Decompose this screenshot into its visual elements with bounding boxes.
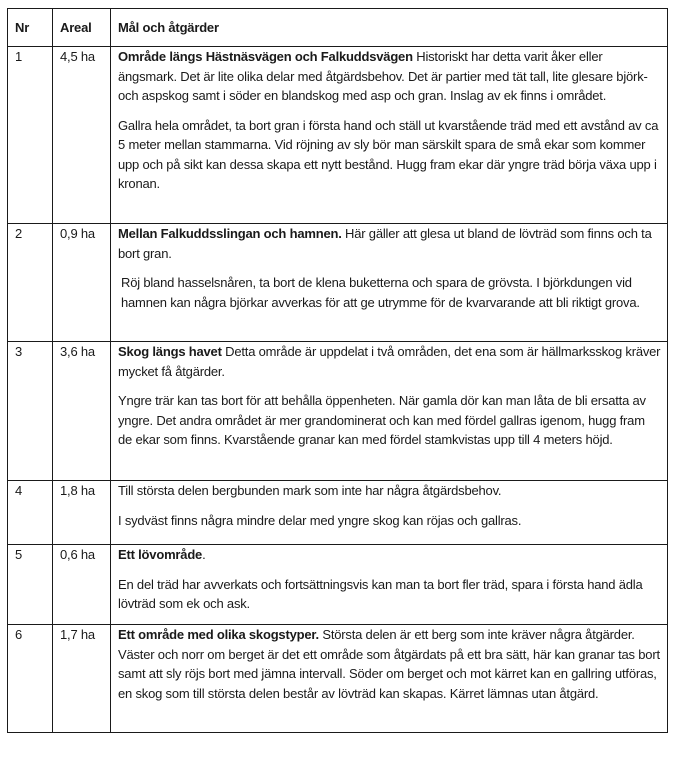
row-intro-text: Till största delen bergbunden mark som inte har några åtgärdsbehov. (118, 483, 502, 498)
row-intro (118, 224, 661, 263)
row-intro-text: . (202, 547, 206, 562)
row-title: Skog längs havet (118, 344, 222, 359)
row-measures (111, 481, 668, 545)
row-areal: 0,6 ha (53, 545, 111, 625)
row-intro (118, 47, 661, 106)
row-intro-text: Här gäller att glesa ut bland de lövträd som finns och ta bort gran. (118, 226, 652, 261)
table-row (8, 625, 668, 733)
row-nr: 6 (8, 625, 53, 733)
row-intro (118, 342, 661, 381)
row-paragraph: Gallra hela området, ta bort gran i första hand och ställ ut kvarstående träd med ett avstånd av ca 5 meter mellan stammarna. Vid röjning av sly bör man särskilt spara de små ekar som kommer upp och på sikt kan dessa skapa ett nytt bestånd. Hugg fram ekar där yngre träd börja växa upp i kronan. (118, 117, 659, 191)
header-areal: Areal (53, 9, 111, 47)
row-nr: 3 (8, 342, 53, 481)
header-nr: Nr (8, 9, 53, 47)
table-row (8, 224, 668, 342)
row-paragraph: Röj bland hasselsnåren, ta bort de klena buketterna och spara de grövsta. I björkdungen vid hamnen kan några björkar avverkas för att ge utrymme för de kvarvarande att bli riktigt grova. (121, 275, 640, 310)
row-intro (118, 625, 661, 703)
row-intro-text: Största delen är ett berg som inte kräver några åtgärder. Väster och norr om berget är det ett område som åtgärdats på ett bra sätt, här kan granar tas bort samt att sly röjs bort med jämna intervall. Söder om berget och mot kärret kan en gallring utföras, en skog som till största delen består av lövträd kan skapas. Kärret lämnas utan åtgärd. (118, 627, 660, 701)
row-intro-text: Historiskt har detta varit åker eller ängsmark. Det är lite olika delar med åtgärdsbehov. Det är partier med tät tall, lite glesare björk- och aspskog samt i söder en blandskog med asp och gran. Inslag av ek finns i området. (118, 49, 648, 103)
row-areal: 4,5 ha (53, 47, 111, 224)
row-measures (111, 545, 668, 625)
row-intro (118, 481, 661, 501)
row-intro-text: Detta område är uppdelat i två områden, det ena som är hällmarksskog kräver mycket få åtgärder. (118, 344, 661, 379)
row-paragraph: Yngre trär kan tas bort för att behålla öppenheten. När gamla dör kan man låta de bli ersatta av yngre. Det andra området är mer grandominerat och kan med fördel gallras igenom, hugg fram de ekar som finns. Kvarstående granar kan med fördel stamkvistas upp till 4 meters höjd. (118, 393, 646, 447)
row-paragraph: I sydväst finns några mindre delar med yngre skog kan röjas och gallras. (118, 512, 522, 528)
row-measures (111, 342, 668, 481)
row-measures (111, 47, 668, 224)
table-row (8, 342, 668, 481)
table-row (8, 545, 668, 625)
row-nr: 4 (8, 481, 53, 545)
row-areal: 0,9 ha (53, 224, 111, 342)
row-areal: 3,6 ha (53, 342, 111, 481)
row-areal: 1,8 ha (53, 481, 111, 545)
measures-table (7, 8, 668, 733)
row-intro (118, 545, 661, 565)
row-title: Ett lövområde (118, 547, 203, 562)
row-nr: 1 (8, 47, 53, 224)
row-nr: 5 (8, 545, 53, 625)
table-row (8, 481, 668, 545)
row-measures (111, 625, 668, 733)
row-title: Mellan Falkuddsslingan och hamnen. (118, 226, 342, 241)
header-measures: Mål och åtgärder (111, 9, 668, 47)
row-measures (111, 224, 668, 342)
row-title: Ett område med olika skogstyper. (118, 627, 319, 642)
header-row (8, 9, 668, 47)
row-paragraph: En del träd har avverkats och fortsättningsvis kan man ta bort fler träd, spara i första hand ädla lövträd som ek och ask. (118, 576, 643, 611)
row-areal: 1,7 ha (53, 625, 111, 733)
table-row (8, 47, 668, 224)
row-title: Område längs Hästnäsvägen och Falkuddsvägen (118, 49, 413, 64)
row-nr: 2 (8, 224, 53, 342)
